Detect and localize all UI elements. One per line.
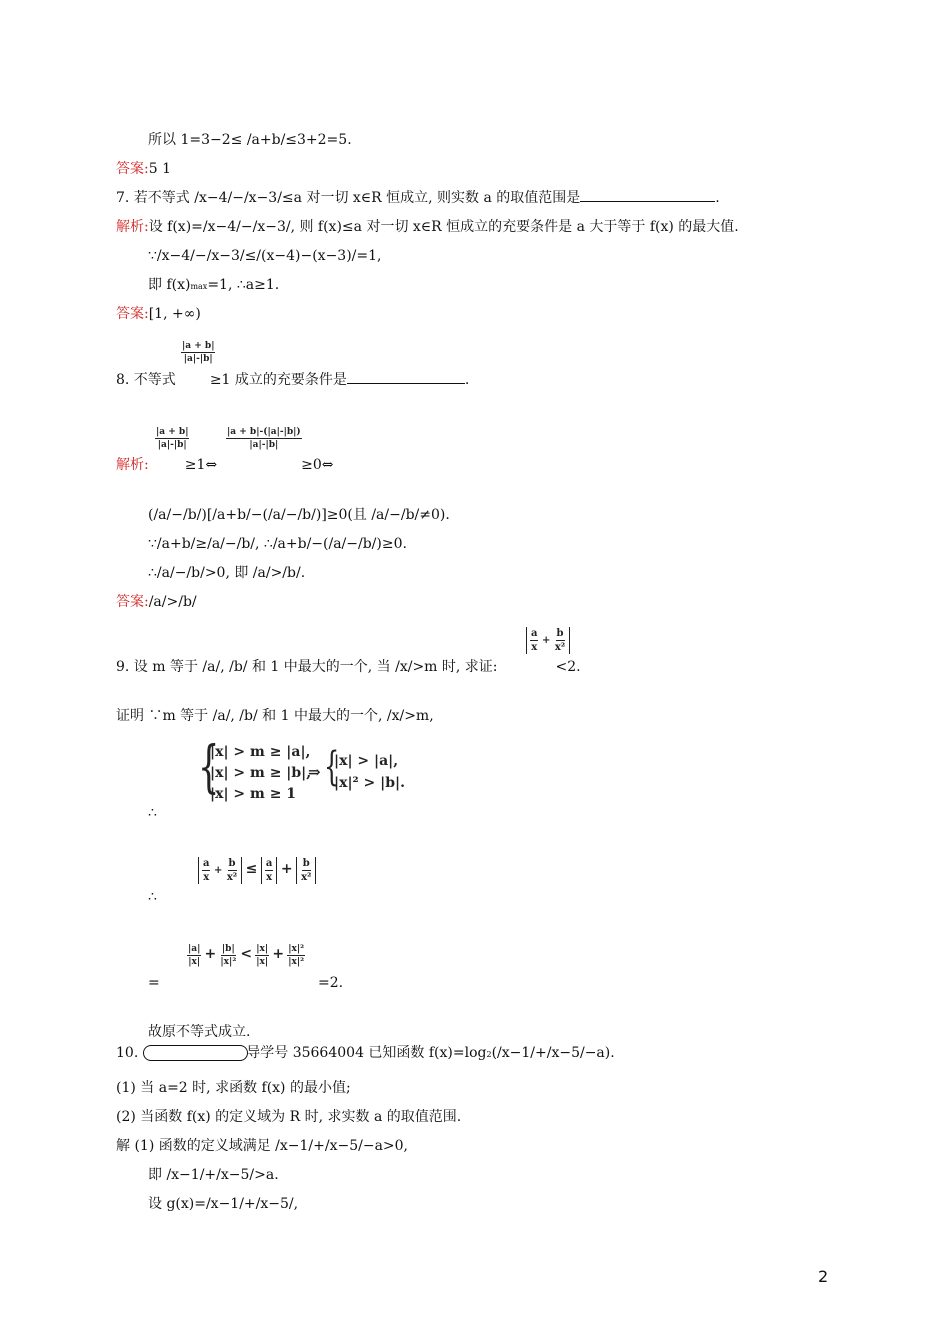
therefore-symbol: ∴ bbox=[148, 889, 157, 905]
question-10-text: 导学号 35664004 已知函数 f(x)=log bbox=[246, 1045, 487, 1061]
answer-label: 答案: bbox=[116, 306, 149, 322]
answer-value: /a/>/b/ bbox=[148, 594, 197, 610]
solution-10-line1: 解 (1) 函数的定义域满足 /x−1/+/x−5/−a>0, bbox=[116, 1138, 409, 1154]
system-line: |x| > m ≥ 1 bbox=[210, 786, 297, 802]
implied-system bbox=[334, 750, 405, 794]
analysis-text: 设 f(x)=/x−4/−/x−3/, 则 f(x)≤a 对一切 x∈R 恒成立的充要条件是 a 大于等于 f(x) 的最大值. bbox=[148, 219, 739, 235]
answer-blank bbox=[580, 189, 715, 202]
analysis-7 bbox=[116, 218, 739, 236]
fraction-denominator: x bbox=[266, 872, 273, 883]
question-9-text: <2. bbox=[555, 659, 581, 675]
system-line: |x|² > |b|. bbox=[334, 775, 405, 791]
estimate-expression bbox=[187, 944, 305, 967]
answer-label: 答案: bbox=[116, 594, 149, 610]
question-10-text: (/x−1/+/x−5/−a). bbox=[491, 1045, 615, 1061]
jx8-fraction-1 bbox=[155, 427, 189, 450]
fraction-numerator: |a + b|-(|a|-|b|) bbox=[227, 427, 301, 437]
fraction-denominator: |x| bbox=[256, 957, 269, 967]
estimate-prefix: = bbox=[148, 975, 160, 991]
plus-sign: + bbox=[280, 861, 293, 877]
fraction-denominator: |x|² bbox=[220, 957, 237, 967]
fraction-denominator: x² bbox=[554, 642, 566, 653]
fraction-numerator: |x| bbox=[256, 944, 269, 954]
question-9-text: 9. 设 m 等于 /a/, /b/ 和 1 中最大的一个, 当 /x/>m 时, 求证: bbox=[116, 659, 498, 675]
fraction-numerator: |a + b| bbox=[182, 341, 215, 351]
conclusion: 故原不等式成立. bbox=[148, 1024, 251, 1040]
text: ≥1⇔ bbox=[184, 457, 218, 473]
page-number: 2 bbox=[818, 1267, 829, 1286]
text: =1, ∴a≥1. bbox=[207, 277, 280, 293]
analysis-7-line2: ∵/x−4/−/x−3/≤/(x−4)−(x−3)/=1, bbox=[148, 248, 382, 264]
fraction-numerator: |a| bbox=[188, 944, 201, 954]
fraction-denominator: x² bbox=[301, 872, 312, 883]
inequality-system bbox=[210, 742, 311, 805]
question-7 bbox=[116, 189, 720, 207]
question-10-part2: (2) 当函数 f(x) 的定义域为 R 时, 求实数 a 的取值范围. bbox=[116, 1109, 462, 1125]
analysis-8 bbox=[116, 456, 333, 474]
fraction-numerator: b bbox=[302, 858, 310, 869]
therefore-symbol: ∴ bbox=[148, 805, 157, 821]
analysis-8-line3: ∵/a+b/≥/a/−/b/, ∴/a+b/−(/a/−/b/)≥0. bbox=[148, 536, 407, 552]
jx8-fraction-2 bbox=[226, 427, 302, 450]
fraction-numerator: b bbox=[556, 628, 564, 639]
proof-9: 证明 ∵m 等于 /a/, /b/ 和 1 中最大的一个, /x/>m, bbox=[116, 708, 434, 724]
plus-sign: + bbox=[213, 865, 223, 876]
answer-value: 5 1 bbox=[148, 161, 171, 177]
q8-fraction bbox=[181, 341, 215, 364]
question-8 bbox=[116, 371, 469, 389]
plus-sign: + bbox=[272, 946, 285, 962]
analysis-7-line3 bbox=[148, 276, 279, 296]
plus-sign: + bbox=[204, 946, 217, 962]
fraction-numerator: |x|² bbox=[288, 944, 305, 954]
analysis-8-line4: ∴/a/−/b/>0, 即 /a/>/b/. bbox=[148, 565, 306, 581]
fraction-denominator: |a|-|b| bbox=[157, 440, 187, 450]
system-line: |x| > m ≥ |b|, bbox=[210, 765, 312, 781]
fraction-numerator: a bbox=[531, 628, 538, 639]
plus-sign: + bbox=[541, 635, 551, 646]
answer-8 bbox=[116, 593, 197, 611]
analysis-label: 解析: bbox=[116, 219, 149, 235]
fraction-numerator: a bbox=[265, 858, 273, 869]
fraction-denominator: x² bbox=[226, 872, 238, 883]
text: 即 f(x) bbox=[148, 277, 191, 293]
question-8-text: 8. 不等式 bbox=[116, 372, 176, 388]
triangle-inequality bbox=[198, 857, 316, 884]
fraction-denominator: |x|² bbox=[288, 957, 305, 967]
period: . bbox=[715, 190, 720, 206]
question-number: 10. bbox=[116, 1045, 139, 1061]
system-line: |x| > m ≥ |a|, bbox=[210, 744, 311, 760]
fraction-denominator: |x| bbox=[188, 957, 201, 967]
fraction-denominator: |a|-|b| bbox=[183, 354, 213, 364]
fraction-numerator: b bbox=[228, 858, 236, 869]
solution-10-line2: 即 /x−1/+/x−5/>a. bbox=[148, 1167, 279, 1183]
text: ≥0⇔ bbox=[301, 457, 334, 473]
answer-6 bbox=[116, 160, 171, 178]
question-9 bbox=[116, 658, 581, 676]
analysis-8-line2: (/a/−/b/)[/a+b/−(/a/−/b/)]≥0(且 /a/−/b/≠0). bbox=[148, 507, 450, 523]
answer-value: [1, +∞) bbox=[148, 306, 201, 322]
question-7-text: 7. 若不等式 /x−4/−/x−3/≤a 对一切 x∈R 恒成立, 则实数 a 的取值范围是 bbox=[116, 190, 581, 206]
answer-7 bbox=[116, 305, 201, 323]
period: . bbox=[464, 372, 470, 388]
question-10 bbox=[116, 1044, 615, 1064]
analysis-label: 解析: bbox=[116, 457, 149, 473]
fraction-denominator: x bbox=[531, 642, 538, 653]
question-10-part1: (1) 当 a=2 时, 求函数 f(x) 的最小值; bbox=[116, 1080, 351, 1096]
subscript-max: max bbox=[190, 282, 208, 291]
system-line: |x| > |a|, bbox=[334, 753, 399, 769]
implies-arrow: ⇒ bbox=[308, 763, 321, 781]
fraction-denominator: x bbox=[203, 872, 210, 883]
fraction-numerator: |b| bbox=[221, 944, 235, 954]
answer-blank bbox=[347, 371, 465, 384]
fraction-numerator: a bbox=[203, 858, 210, 869]
answer-label: 答案: bbox=[116, 161, 149, 177]
text-line: 所以 1=3−2≤ /a+b/≤3+2=5. bbox=[148, 132, 352, 148]
right-brace: { bbox=[324, 744, 340, 790]
fraction-denominator: |a|-|b| bbox=[249, 440, 279, 450]
fraction-numerator: |a + b| bbox=[156, 427, 189, 437]
left-brace: { bbox=[198, 735, 220, 800]
le-sign: ≤ bbox=[245, 861, 258, 877]
lt-sign: < bbox=[240, 946, 253, 962]
estimate-result: =2. bbox=[318, 975, 344, 991]
question-8-text: ≥1 成立的充要条件是 bbox=[209, 372, 347, 388]
q9-abs-expression bbox=[526, 627, 570, 654]
solution-10-line3: 设 g(x)=/x−1/+/x−5/, bbox=[148, 1196, 299, 1212]
subscript: 2 bbox=[486, 1050, 492, 1059]
